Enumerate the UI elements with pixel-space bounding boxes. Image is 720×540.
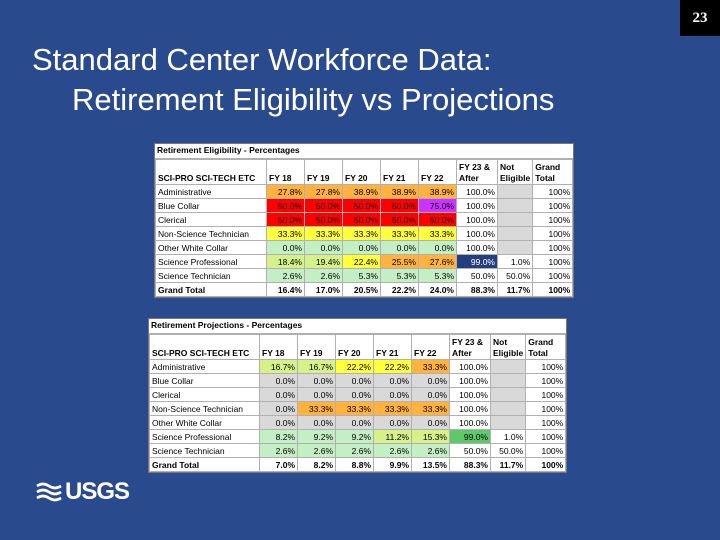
table-cell: 88.3% bbox=[450, 458, 491, 472]
column-header: FY 19 bbox=[298, 335, 336, 360]
table-cell: 100% bbox=[526, 430, 566, 444]
table-cell: 99.0% bbox=[450, 430, 491, 444]
table-cell: 16.4% bbox=[267, 283, 305, 297]
column-header: FY 20 bbox=[343, 160, 381, 185]
table-cell: 33.3% bbox=[412, 360, 450, 374]
table-cell: 15.3% bbox=[412, 430, 450, 444]
table-cell: 38.9% bbox=[381, 185, 419, 199]
table-cell: 20.5% bbox=[343, 283, 381, 297]
table-cell: 0.0% bbox=[267, 241, 305, 255]
table-cell: 2.6% bbox=[305, 269, 343, 283]
table-cell: 0.0% bbox=[336, 388, 374, 402]
table-cell: 5.3% bbox=[343, 269, 381, 283]
table-cell: 100% bbox=[533, 241, 573, 255]
column-header: FY 22 bbox=[412, 335, 450, 360]
table-cell bbox=[498, 199, 533, 213]
table-row bbox=[150, 430, 566, 444]
table-cell: 27.6% bbox=[419, 255, 457, 269]
row-label: Blue Collar bbox=[156, 199, 267, 213]
table-row bbox=[150, 458, 566, 472]
table-row bbox=[156, 283, 573, 297]
table-cell: 13.5% bbox=[412, 458, 450, 472]
table-cell: 100.0% bbox=[457, 213, 498, 227]
table-cell: 0.0% bbox=[336, 416, 374, 430]
row-label: Science Technician bbox=[150, 444, 260, 458]
slide-number: 23 bbox=[680, 0, 720, 36]
table-cell bbox=[498, 227, 533, 241]
row-label: Science Professional bbox=[156, 255, 267, 269]
table-cell: 33.3% bbox=[336, 402, 374, 416]
row-label: Science Professional bbox=[150, 430, 260, 444]
table-cell: 33.3% bbox=[381, 227, 419, 241]
data-table bbox=[149, 334, 566, 472]
table-cell: 5.3% bbox=[381, 269, 419, 283]
table-row bbox=[156, 199, 573, 213]
table-cell: 33.3% bbox=[419, 227, 457, 241]
table-cell: 100.0% bbox=[450, 360, 491, 374]
column-header: Not Eligible bbox=[498, 160, 533, 185]
table-cell: 0.0% bbox=[374, 416, 412, 430]
table-cell: 100% bbox=[533, 185, 573, 199]
row-label: Clerical bbox=[156, 213, 267, 227]
table-cell bbox=[498, 213, 533, 227]
table-cell: 100% bbox=[526, 402, 566, 416]
column-header: SCI-PRO SCI-TECH ETC bbox=[150, 335, 260, 360]
table-cell: 50.0% bbox=[457, 269, 498, 283]
table-cell: 1.0% bbox=[491, 430, 526, 444]
table-caption: Retirement Projections - Percentages bbox=[149, 319, 566, 334]
table-cell: 100% bbox=[533, 269, 573, 283]
table-row bbox=[150, 416, 566, 430]
table-cell: 50.0% bbox=[419, 213, 457, 227]
table-row bbox=[156, 185, 573, 199]
table-cell: 100% bbox=[533, 227, 573, 241]
table-cell: 2.6% bbox=[298, 444, 336, 458]
table-cell: 2.6% bbox=[336, 444, 374, 458]
table-cell: 0.0% bbox=[374, 388, 412, 402]
table-cell bbox=[498, 185, 533, 199]
row-label: Administrative bbox=[150, 360, 260, 374]
usgs-wave-icon bbox=[36, 481, 62, 503]
table-cell: 100% bbox=[533, 199, 573, 213]
column-header: SCI-PRO SCI-TECH ETC bbox=[156, 160, 267, 185]
row-label: Grand Total bbox=[150, 458, 260, 472]
table-cell: 0.0% bbox=[305, 241, 343, 255]
table-cell: 0.0% bbox=[419, 241, 457, 255]
table-cell: 18.4% bbox=[267, 255, 305, 269]
table-cell: 0.0% bbox=[260, 374, 298, 388]
table-row bbox=[156, 241, 573, 255]
table-cell: 7.0% bbox=[260, 458, 298, 472]
table-row bbox=[150, 360, 566, 374]
table-row bbox=[156, 213, 573, 227]
table-cell: 0.0% bbox=[381, 241, 419, 255]
row-label: Clerical bbox=[150, 388, 260, 402]
table-cell: 8.8% bbox=[336, 458, 374, 472]
table-cell: 27.8% bbox=[267, 185, 305, 199]
table-row bbox=[150, 444, 566, 458]
table-cell: 50.0% bbox=[381, 199, 419, 213]
table-cell: 8.2% bbox=[260, 430, 298, 444]
table-cell: 50.0% bbox=[498, 269, 533, 283]
table-cell: 0.0% bbox=[412, 374, 450, 388]
row-label: Grand Total bbox=[156, 283, 267, 297]
table-cell: 33.3% bbox=[412, 402, 450, 416]
table-row bbox=[156, 269, 573, 283]
table-cell: 19.4% bbox=[305, 255, 343, 269]
table-cell bbox=[491, 388, 526, 402]
table-cell: 5.3% bbox=[419, 269, 457, 283]
table-cell: 0.0% bbox=[260, 402, 298, 416]
table-cell: 8.2% bbox=[298, 458, 336, 472]
table-cell: 100.0% bbox=[457, 241, 498, 255]
table-cell: 50.0% bbox=[343, 199, 381, 213]
table-cell: 0.0% bbox=[412, 416, 450, 430]
table-cell: 1.0% bbox=[498, 255, 533, 269]
title-line-1: Standard Center Workforce Data: bbox=[32, 42, 492, 77]
table-cell bbox=[491, 416, 526, 430]
column-header: FY 18 bbox=[260, 335, 298, 360]
table-cell: 100.0% bbox=[450, 374, 491, 388]
row-label: Non-Science Technician bbox=[156, 227, 267, 241]
column-header: Grand Total bbox=[533, 160, 573, 185]
table-cell: 100.0% bbox=[450, 388, 491, 402]
table-cell bbox=[498, 241, 533, 255]
table-cell: 75.0% bbox=[419, 199, 457, 213]
slide-title bbox=[32, 40, 554, 120]
table-cell: 50.0% bbox=[381, 213, 419, 227]
table-cell bbox=[491, 374, 526, 388]
table-row bbox=[150, 374, 566, 388]
table-cell: 11.7% bbox=[491, 458, 526, 472]
table-cell: 11.7% bbox=[498, 283, 533, 297]
column-header: FY 21 bbox=[374, 335, 412, 360]
column-header: FY 18 bbox=[267, 160, 305, 185]
table-cell: 27.8% bbox=[305, 185, 343, 199]
table-cell: 16.7% bbox=[298, 360, 336, 374]
table-cell: 2.6% bbox=[412, 444, 450, 458]
table-cell: 100% bbox=[526, 458, 566, 472]
column-header: Not Eligible bbox=[491, 335, 526, 360]
table-cell: 100.0% bbox=[457, 227, 498, 241]
row-label: Non-Science Technician bbox=[150, 402, 260, 416]
title-line-2: Retirement Eligibility vs Projections bbox=[72, 82, 555, 117]
table-cell: 38.9% bbox=[343, 185, 381, 199]
table-cell: 25.5% bbox=[381, 255, 419, 269]
table-cell: 17.0% bbox=[305, 283, 343, 297]
table-cell: 0.0% bbox=[412, 388, 450, 402]
table-cell: 100% bbox=[533, 213, 573, 227]
table-cell: 24.0% bbox=[419, 283, 457, 297]
table-cell: 0.0% bbox=[374, 374, 412, 388]
table-cell: 9.2% bbox=[336, 430, 374, 444]
table-row bbox=[150, 402, 566, 416]
table-cell bbox=[491, 360, 526, 374]
table-cell: 100.0% bbox=[450, 402, 491, 416]
table-cell: 50.0% bbox=[305, 213, 343, 227]
table-cell: 11.2% bbox=[374, 430, 412, 444]
table-cell: 100% bbox=[526, 360, 566, 374]
usgs-logo-text: USGS bbox=[65, 478, 130, 505]
table-cell: 100% bbox=[526, 444, 566, 458]
table-cell: 100% bbox=[526, 416, 566, 430]
table-cell: 50.0% bbox=[305, 199, 343, 213]
table-cell: 100.0% bbox=[450, 416, 491, 430]
column-header: FY 22 bbox=[419, 160, 457, 185]
table-cell: 33.3% bbox=[267, 227, 305, 241]
table-cell: 100% bbox=[533, 283, 573, 297]
table-cell: 0.0% bbox=[260, 416, 298, 430]
table-cell: 33.3% bbox=[343, 227, 381, 241]
table-cell: 99.0% bbox=[457, 255, 498, 269]
table-cell: 9.9% bbox=[374, 458, 412, 472]
column-header: FY 20 bbox=[336, 335, 374, 360]
table-cell: 22.2% bbox=[336, 360, 374, 374]
column-header: FY 19 bbox=[305, 160, 343, 185]
table-cell: 2.6% bbox=[267, 269, 305, 283]
table-row bbox=[150, 388, 566, 402]
table-cell: 0.0% bbox=[336, 374, 374, 388]
table-cell: 50.0% bbox=[267, 199, 305, 213]
table-cell: 0.0% bbox=[298, 416, 336, 430]
table-cell: 100% bbox=[526, 388, 566, 402]
table-cell: 33.3% bbox=[298, 402, 336, 416]
table-cell: 88.3% bbox=[457, 283, 498, 297]
table-row bbox=[156, 255, 573, 269]
table-cell: 16.7% bbox=[260, 360, 298, 374]
column-header: FY 23 & After bbox=[457, 160, 498, 185]
table-cell: 50.0% bbox=[491, 444, 526, 458]
table-cell: 2.6% bbox=[374, 444, 412, 458]
table-cell: 100% bbox=[533, 255, 573, 269]
table-cell: 100% bbox=[526, 374, 566, 388]
column-header: FY 23 & After bbox=[450, 335, 491, 360]
column-header: Grand Total bbox=[526, 335, 566, 360]
data-table bbox=[155, 159, 573, 297]
table-cell: 50.0% bbox=[450, 444, 491, 458]
row-label: Other White Collar bbox=[150, 416, 260, 430]
row-label: Administrative bbox=[156, 185, 267, 199]
table-caption: Retirement Eligibility - Percentages bbox=[155, 144, 573, 159]
table-cell: 0.0% bbox=[298, 388, 336, 402]
row-label: Other White Collar bbox=[156, 241, 267, 255]
retirement-projections-table bbox=[148, 318, 567, 473]
table-cell: 22.4% bbox=[343, 255, 381, 269]
column-header: FY 21 bbox=[381, 160, 419, 185]
retirement-eligibility-table bbox=[154, 143, 574, 298]
table-cell: 100.0% bbox=[457, 199, 498, 213]
table-cell: 33.3% bbox=[374, 402, 412, 416]
table-cell: 50.0% bbox=[267, 213, 305, 227]
table-cell: 9.2% bbox=[298, 430, 336, 444]
table-cell bbox=[491, 402, 526, 416]
table-cell: 0.0% bbox=[260, 388, 298, 402]
row-label: Blue Collar bbox=[150, 374, 260, 388]
table-cell: 22.2% bbox=[374, 360, 412, 374]
table-row bbox=[156, 227, 573, 241]
table-cell: 2.6% bbox=[260, 444, 298, 458]
table-cell: 50.0% bbox=[343, 213, 381, 227]
table-cell: 22.2% bbox=[381, 283, 419, 297]
row-label: Science Technician bbox=[156, 269, 267, 283]
header-row bbox=[156, 160, 573, 185]
header-row bbox=[150, 335, 566, 360]
table-cell: 0.0% bbox=[343, 241, 381, 255]
table-cell: 0.0% bbox=[298, 374, 336, 388]
table-cell: 38.9% bbox=[419, 185, 457, 199]
table-cell: 100.0% bbox=[457, 185, 498, 199]
table-cell: 33.3% bbox=[305, 227, 343, 241]
usgs-logo bbox=[36, 478, 129, 506]
